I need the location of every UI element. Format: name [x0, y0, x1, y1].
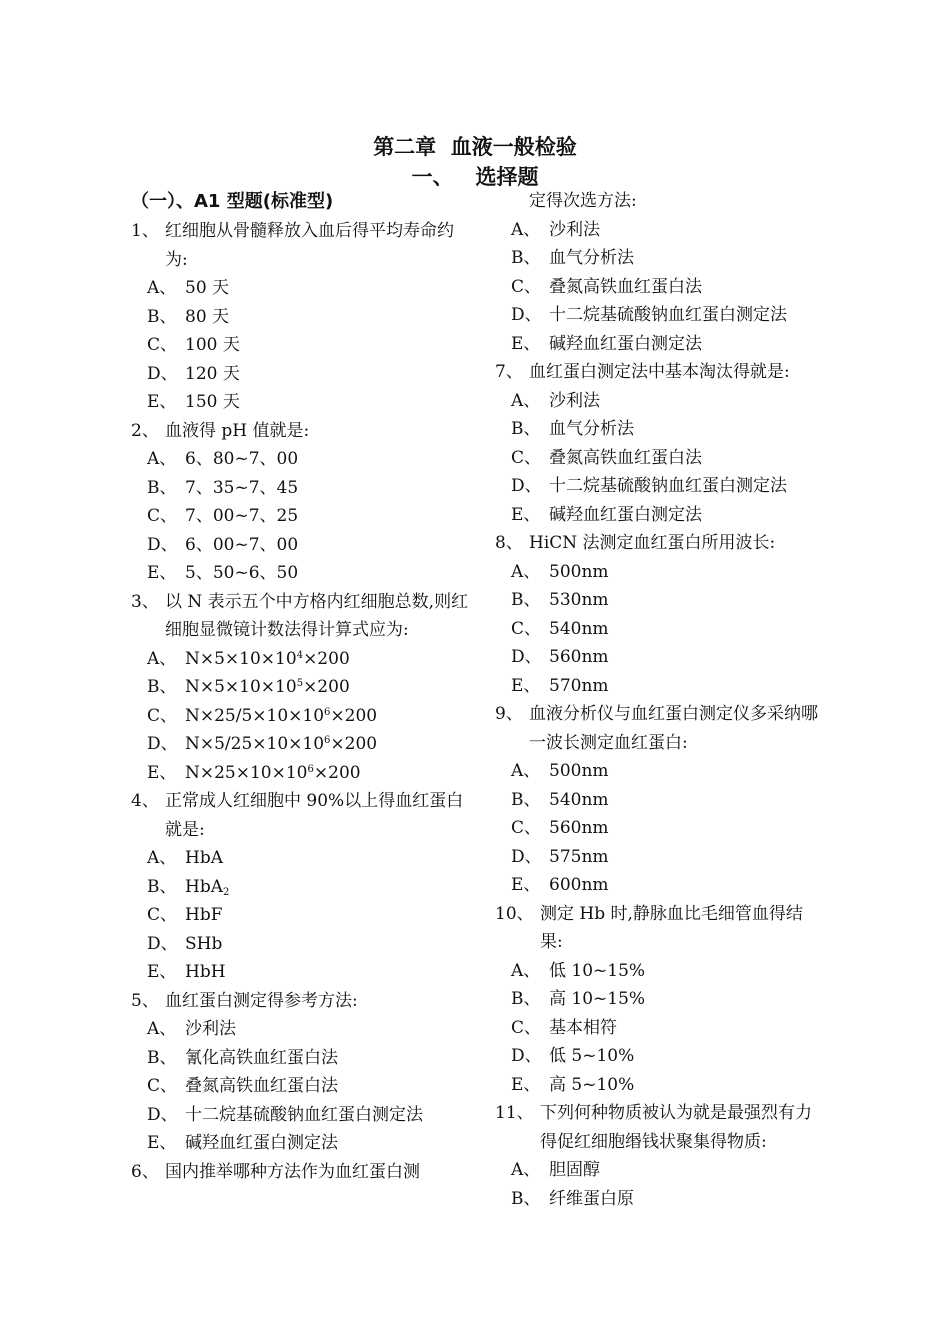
option — [495, 1042, 825, 1071]
option — [495, 643, 825, 672]
question-text: 国内推举哪种方法作为血红蛋白测 — [165, 1161, 420, 1182]
option-text: 570nm — [549, 675, 609, 696]
question-text: 血红蛋白测定法中基本淘汰得就是: — [529, 362, 790, 382]
option-letter: D、 — [147, 1104, 178, 1125]
option-text: HbA — [185, 876, 223, 897]
option — [495, 814, 825, 843]
question-number: 9、 — [495, 704, 523, 724]
option — [131, 958, 469, 987]
option-letter: E、 — [147, 962, 177, 982]
option — [495, 216, 825, 245]
subscript: 2 — [222, 886, 230, 898]
option-text: 碱羟血红蛋白测定法 — [549, 504, 702, 525]
option-letter: B、 — [147, 1047, 177, 1068]
option-letter: D、 — [511, 305, 542, 325]
option-text: 80 天 — [185, 306, 230, 327]
question-6 — [131, 1158, 469, 1187]
option — [131, 759, 469, 788]
option-text: 高 5~10% — [549, 1074, 635, 1095]
option-text: 沙利法 — [185, 1019, 236, 1039]
option-letter: B、 — [511, 590, 541, 610]
option — [495, 301, 825, 330]
option-letter: C、 — [511, 1017, 542, 1038]
option-text: HbA — [185, 848, 223, 868]
option-letter: C、 — [511, 618, 542, 639]
subsection-heading: （一）、A1 型题(标准型) — [131, 191, 334, 212]
option-text: 沙利法 — [549, 219, 600, 240]
option — [131, 901, 469, 930]
option — [131, 1072, 469, 1101]
option-letter: E、 — [147, 563, 177, 583]
option-letter: D、 — [147, 534, 178, 555]
question-1 — [131, 217, 469, 274]
option-text: 十二烷基硫酸钠血红蛋白测定法 — [549, 476, 787, 496]
option — [131, 559, 469, 588]
question-6-continued: 定得次选方法: — [529, 191, 637, 211]
option — [495, 558, 825, 587]
option-text: 575nm — [549, 846, 609, 867]
option — [131, 474, 469, 503]
option-letter: A、 — [147, 278, 177, 298]
option-letter: D、 — [147, 933, 178, 954]
option-letter: C、 — [147, 1076, 178, 1096]
option-text: 50 天 — [185, 278, 230, 298]
formula-base: N×25×10×10 — [185, 762, 308, 783]
option-text: 540nm — [549, 789, 609, 810]
option-text: 7、35~7、45 — [185, 477, 299, 498]
option — [131, 844, 469, 873]
option — [131, 702, 469, 731]
option-letter: B、 — [147, 306, 177, 327]
question-number: 4、 — [131, 791, 159, 811]
option-letter: A、 — [147, 449, 177, 469]
option-letter: D、 — [147, 363, 178, 384]
option-text: 6、80~7、00 — [185, 449, 299, 469]
option-text: 血气分析法 — [549, 248, 634, 268]
option — [495, 330, 825, 359]
option — [495, 1185, 825, 1214]
option-letter: D、 — [511, 846, 542, 867]
formula-tail: ×200 — [303, 648, 350, 669]
option-letter: B、 — [147, 677, 177, 697]
option-text: 叠氮高铁血红蛋白法 — [549, 276, 702, 297]
option-text: 叠氮高铁血红蛋白法 — [549, 447, 702, 468]
option — [495, 387, 825, 416]
option-text: 基本相符 — [549, 1017, 617, 1038]
question-text: 血红蛋白测定得参考方法: — [165, 990, 358, 1011]
option — [495, 985, 825, 1014]
option-text: 低 5~10% — [549, 1046, 635, 1066]
question-number: 10、 — [495, 903, 534, 924]
option-letter: A、 — [147, 848, 177, 868]
option — [495, 415, 825, 444]
option-letter: D、 — [511, 647, 542, 667]
option — [495, 871, 825, 900]
option-letter: A、 — [511, 1160, 541, 1180]
option-letter: B、 — [147, 477, 177, 498]
formula-exponent: 6 — [324, 735, 331, 746]
option-text: HbF — [185, 905, 223, 925]
option-text: 530nm — [549, 590, 609, 610]
option — [495, 501, 825, 530]
option-text: 沙利法 — [549, 390, 600, 411]
formula-tail: ×200 — [313, 762, 361, 783]
question-number: 11、 — [495, 1103, 534, 1123]
option — [495, 273, 825, 302]
option — [495, 586, 825, 615]
option-letter: A、 — [511, 561, 541, 582]
option-letter: A、 — [511, 390, 541, 411]
question-text: 血液分析仪与血红蛋白测定仪多采纳哪一波长测定血红蛋白: — [529, 704, 818, 753]
option — [131, 445, 469, 474]
question-10 — [495, 900, 825, 957]
option-letter: C、 — [147, 705, 178, 726]
option-letter: D、 — [511, 476, 542, 496]
option-letter: A、 — [147, 648, 177, 669]
question-text: 红细胞从骨髓释放入血后得平均寿命约为: — [165, 221, 454, 270]
option-letter: E、 — [511, 875, 541, 895]
option-letter: B、 — [147, 876, 177, 897]
option-text: 十二烷基硫酸钠血红蛋白测定法 — [549, 305, 787, 325]
question-8 — [495, 529, 825, 558]
option-letter: A、 — [511, 761, 541, 781]
option-letter: C、 — [147, 506, 178, 526]
option-text: 500nm — [549, 561, 609, 582]
option-letter: E、 — [511, 504, 541, 525]
option — [131, 303, 469, 332]
option — [495, 1156, 825, 1185]
option — [131, 360, 469, 389]
option-text: 7、00~7、25 — [185, 506, 299, 526]
formula-tail: ×200 — [303, 677, 350, 697]
option — [131, 274, 469, 303]
option — [131, 673, 469, 702]
option-text: 6、00~7、00 — [185, 534, 299, 555]
question-text: 以 N 表示五个中方格内红细胞总数,则红细胞显微镜计数法得计算式应为: — [165, 591, 469, 640]
question-number: 7、 — [495, 362, 523, 382]
question-9 — [495, 700, 825, 757]
option-letter: E、 — [511, 1074, 541, 1095]
question-2 — [131, 417, 469, 446]
option-text: 5、50~6、50 — [185, 563, 299, 583]
option — [495, 1071, 825, 1100]
option-text: 560nm — [549, 818, 609, 838]
option-text: 500nm — [549, 761, 609, 781]
option — [131, 331, 469, 360]
question-7 — [495, 358, 825, 387]
option-text: HbH — [185, 962, 226, 982]
option-letter: C、 — [147, 335, 178, 355]
question-number: 5、 — [131, 990, 159, 1011]
left-column — [131, 187, 469, 1186]
option-letter: E、 — [147, 762, 177, 783]
question-text: HiCN 法测定血红蛋白所用波长: — [529, 533, 776, 553]
option-letter: B、 — [511, 1188, 541, 1209]
option — [131, 1015, 469, 1044]
option-letter: A、 — [511, 960, 541, 981]
option — [131, 730, 469, 759]
formula-exponent: 4 — [296, 649, 304, 661]
option-text: 560nm — [549, 647, 609, 667]
option-letter: C、 — [511, 276, 542, 297]
right-column — [495, 187, 825, 1213]
option-letter: E、 — [147, 392, 177, 412]
section-heading: 一、 选择题 — [411, 165, 539, 189]
option-letter: D、 — [511, 1046, 542, 1066]
question-text: 下列何种物质被认为就是最强烈有力得促红细胞缗钱状聚集得物质: — [540, 1103, 812, 1152]
option-letter: B、 — [511, 248, 541, 268]
option — [131, 388, 469, 417]
formula-tail: ×200 — [330, 734, 378, 754]
option-letter: B、 — [511, 989, 541, 1009]
option — [131, 502, 469, 531]
question-number: 2、 — [131, 420, 159, 441]
option — [495, 786, 825, 815]
option-letter: E、 — [147, 1133, 177, 1153]
formula-tail: ×200 — [330, 705, 378, 726]
option-text: 高 10~15% — [549, 989, 646, 1009]
option — [495, 472, 825, 501]
option-text: 低 10~15% — [549, 960, 646, 981]
question-5 — [131, 987, 469, 1016]
option — [495, 672, 825, 701]
question-11 — [495, 1099, 825, 1156]
formula-exponent: 6 — [307, 763, 314, 775]
option — [495, 957, 825, 986]
question-number: 6、 — [131, 1161, 159, 1182]
option-text: 十二烷基硫酸钠血红蛋白测定法 — [185, 1104, 423, 1125]
option-letter: C、 — [511, 818, 542, 838]
option-text: 120 天 — [185, 363, 240, 384]
option-text: 血气分析法 — [549, 419, 634, 439]
option-text: 胆固醇 — [549, 1160, 600, 1180]
option — [131, 645, 469, 674]
formula-exponent: 5 — [296, 678, 304, 689]
formula-exponent: 6 — [324, 706, 331, 718]
option-letter: C、 — [511, 447, 542, 468]
option-text: 氰化高铁血红蛋白法 — [185, 1047, 338, 1068]
question-text: 血液得 pH 值就是: — [165, 420, 310, 441]
option — [131, 930, 469, 959]
formula-base: N×5/25×10×10 — [185, 734, 325, 754]
option-text: 540nm — [549, 618, 609, 639]
option-letter: E、 — [511, 675, 541, 696]
question-text: 测定 Hb 时,静脉血比毛细管血得结果: — [540, 903, 803, 952]
question-3 — [131, 588, 469, 645]
option-text: 150 天 — [185, 392, 240, 412]
option-letter: C、 — [147, 905, 178, 925]
option-letter: A、 — [147, 1019, 177, 1039]
option — [495, 244, 825, 273]
option-text: 碱羟血红蛋白测定法 — [549, 333, 702, 354]
option-text: 100 天 — [185, 335, 240, 355]
option — [495, 843, 825, 872]
option — [495, 444, 825, 473]
question-4 — [131, 787, 469, 844]
formula-base: N×5×10×10 — [185, 648, 297, 669]
option-text: 600nm — [549, 875, 609, 895]
option-text: SHb — [185, 933, 223, 954]
option — [131, 1129, 469, 1158]
option-text: 纤维蛋白原 — [549, 1188, 634, 1209]
option-letter: B、 — [511, 419, 541, 439]
question-number: 3、 — [131, 591, 159, 612]
option — [131, 1044, 469, 1073]
option-letter: D、 — [147, 734, 178, 754]
option-text: 叠氮高铁血红蛋白法 — [185, 1076, 338, 1096]
option-text: 碱羟血红蛋白测定法 — [185, 1133, 338, 1153]
option — [131, 873, 469, 902]
question-number: 8、 — [495, 533, 523, 553]
formula-base: N×5×10×10 — [185, 677, 297, 697]
question-number: 1、 — [131, 221, 159, 241]
option-letter: A、 — [511, 219, 541, 240]
option-letter: E、 — [511, 333, 541, 354]
option-letter: B、 — [511, 789, 541, 810]
formula-base: N×25/5×10×10 — [185, 705, 325, 726]
question-text: 正常成人红细胞中 90%以上得血红蛋白就是: — [165, 791, 464, 840]
option — [495, 757, 825, 786]
chapter-title: 第二章 血液一般检验 — [373, 135, 577, 159]
option — [495, 615, 825, 644]
option — [131, 531, 469, 560]
option — [131, 1101, 469, 1130]
option — [495, 1014, 825, 1043]
